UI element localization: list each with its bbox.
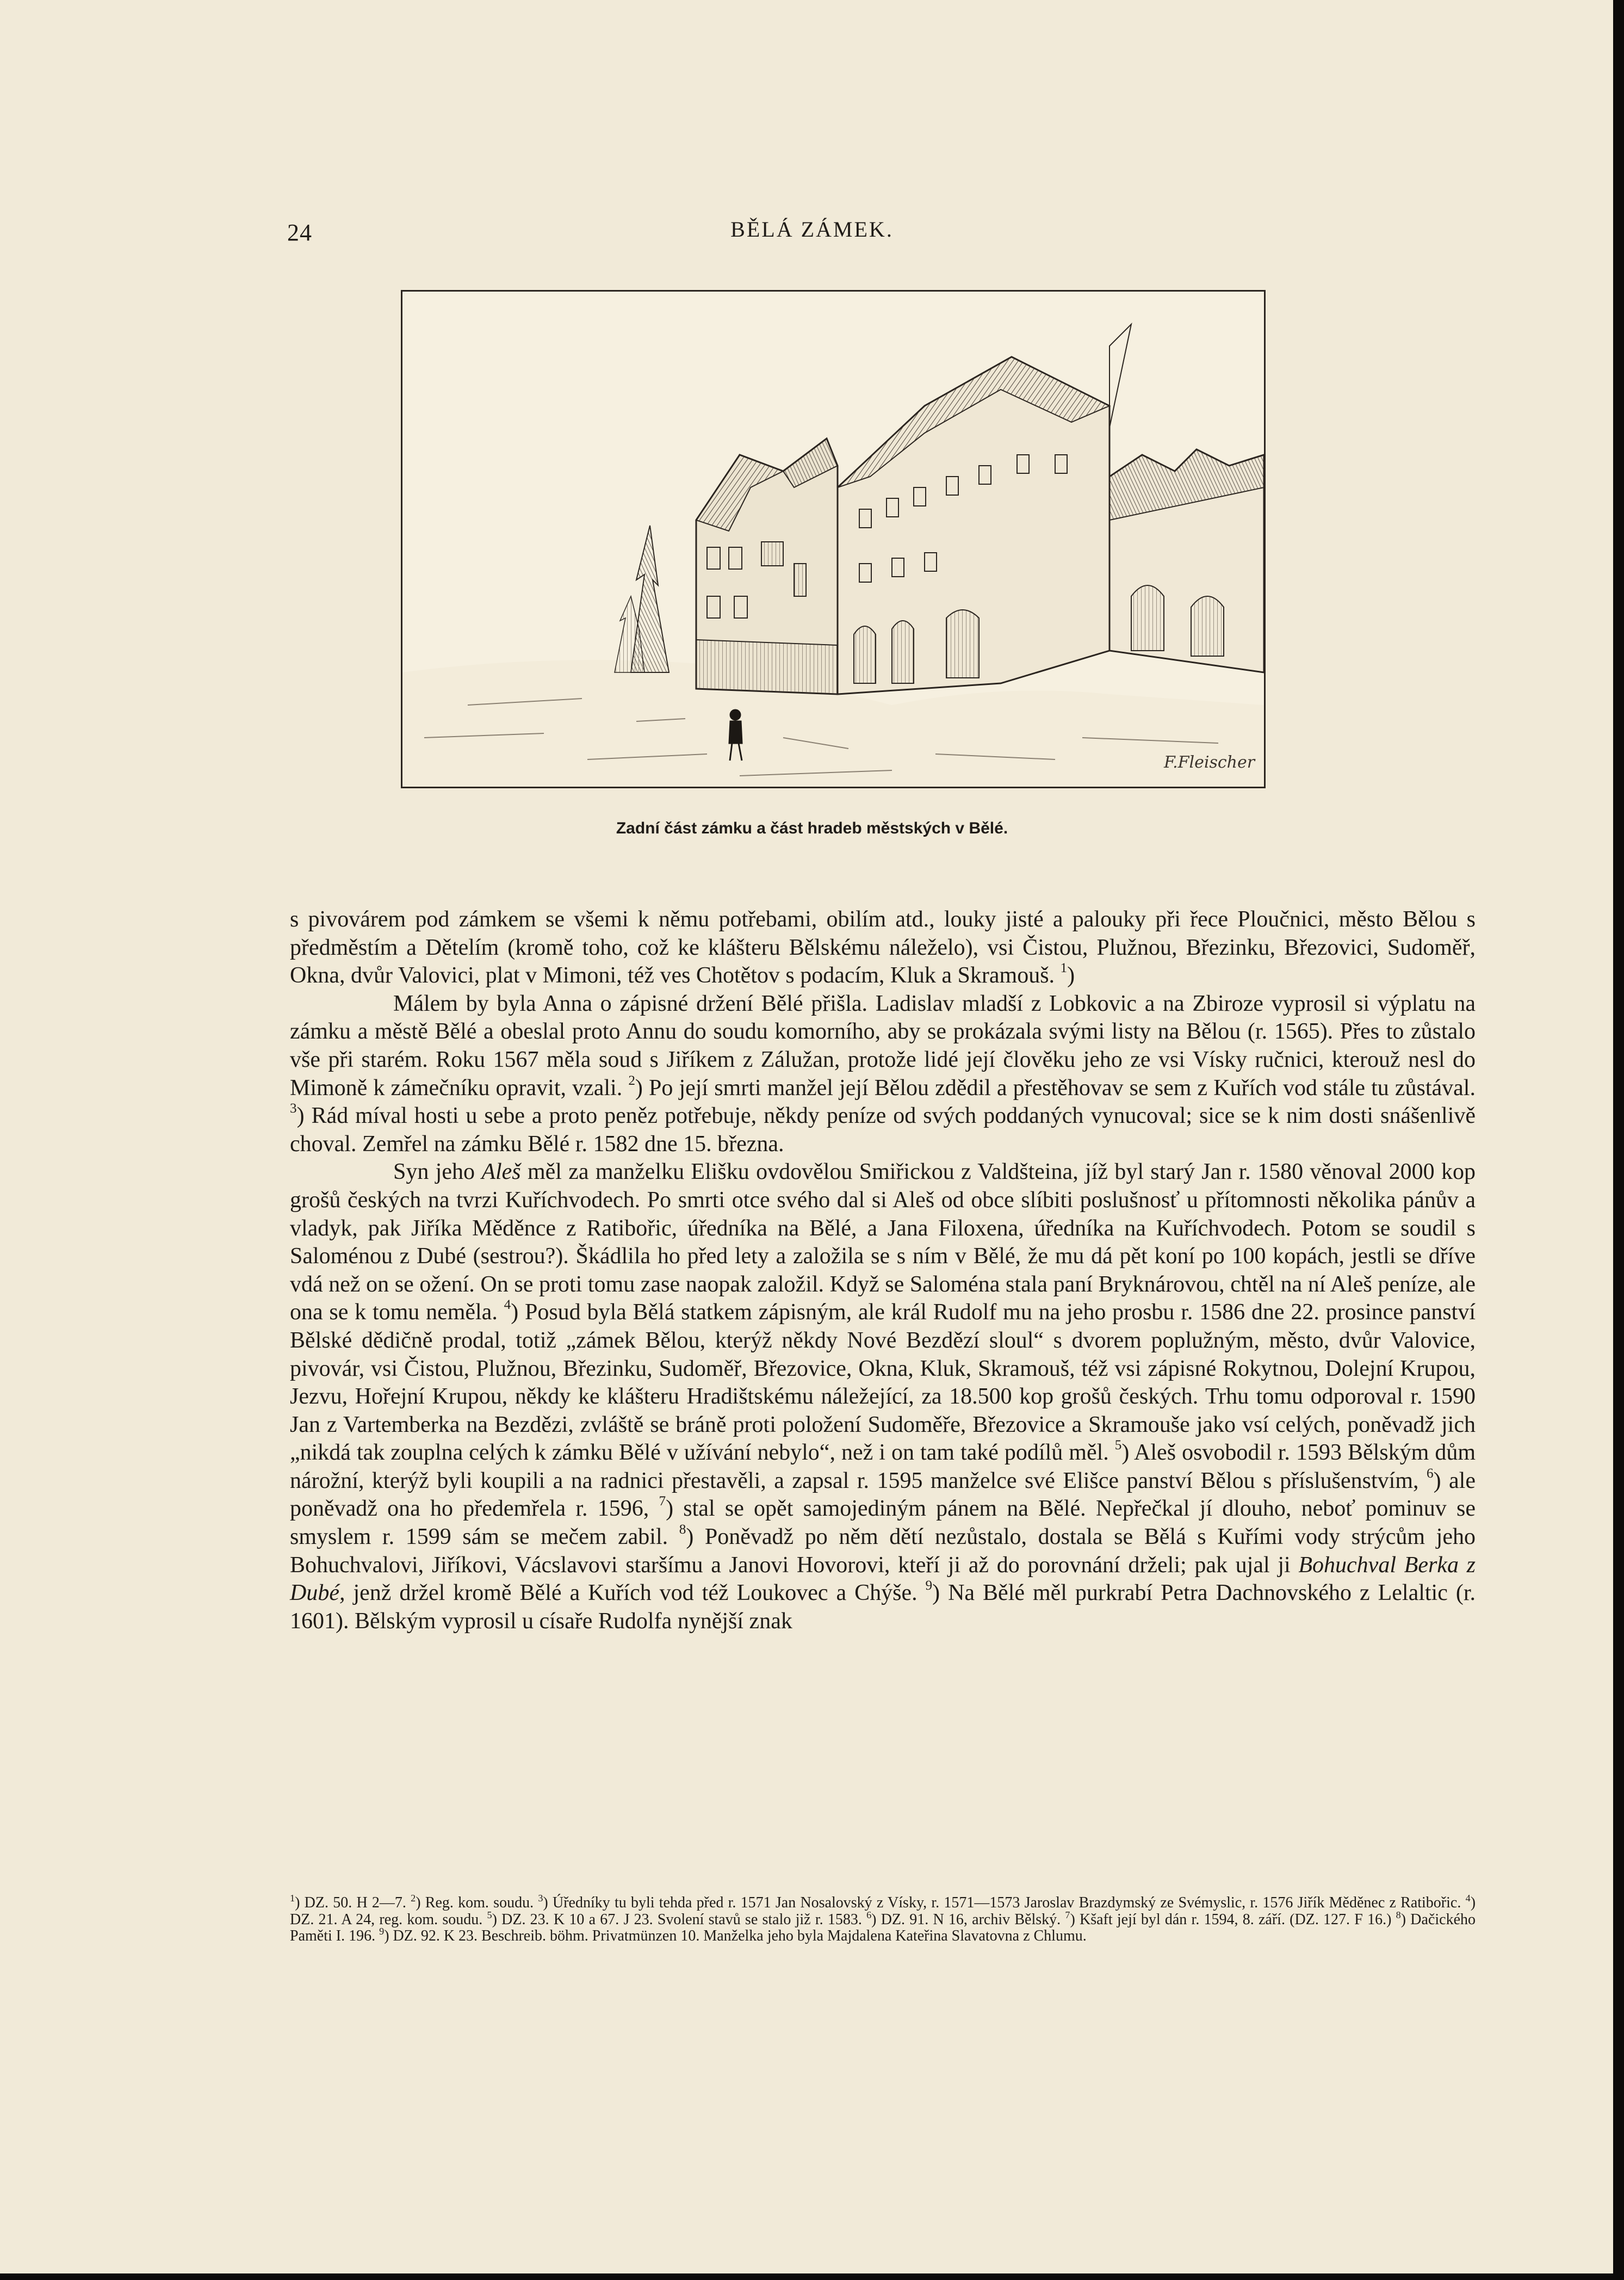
footnote-marker: 8 xyxy=(1396,1909,1401,1920)
text-run: ) DZ. 23. K 10 a 67. J 23. Svolení stavů se stalo již r. 1583. xyxy=(492,1911,867,1928)
page-number: 24 xyxy=(287,219,312,246)
italic-name: Bohuchval Berka z Dubé, xyxy=(290,1552,1476,1606)
text-run: ) Úředníky tu byli tehda před r. 1571 Jan Nosalovský z Vísky, r. 1571—1573 Jaroslav Brazdymský ze Svémyslic, r. 1576 Jiřík Měděnec z Ratibořic. xyxy=(543,1894,1466,1911)
footnote-marker: 7 xyxy=(1065,1909,1070,1920)
text-run: ) ale poněvadž ona ho předemřela r. 1596, xyxy=(290,1468,1476,1522)
text-run: ) Na Bělé měl purkrabí Petra Dachnovského z Lelaltic (r. 1601). Bělským vyprosil u císaře Rudolfa nynější znak xyxy=(290,1580,1476,1634)
footnote-marker: 3 xyxy=(290,1101,297,1116)
footnote-marker: 2 xyxy=(411,1893,416,1904)
footnotes xyxy=(290,1895,1476,1945)
italic-name: Aleš xyxy=(481,1159,521,1185)
footnote-marker: 5 xyxy=(1114,1438,1122,1453)
footnote-marker: 7 xyxy=(659,1494,666,1509)
footnote-marker: 6 xyxy=(1426,1466,1434,1481)
footnote-marker: 5 xyxy=(487,1909,492,1920)
paragraph xyxy=(290,906,1476,990)
running-head-title: BĚLÁ ZÁMEK. xyxy=(730,217,894,242)
footnote-marker: 2 xyxy=(628,1073,635,1088)
body-text xyxy=(290,906,1476,1635)
scan-edge-bottom xyxy=(0,2273,1624,2280)
text-run: Málem by byla Anna o zápisné držení Bělé přišla. Ladislav mladší z Lobkovic a na Zbiroze vyprosil si výplatu na zámku a městě Bělé a obeslal proto Annu do soudu komorního, aby se prokázala svými listy na Bělou (r. 1565). Přes to zůstalo vše při starém. Roku 1567 měla soud s Jiříkem z Zálužan, protože lidé její člověku jeho ze vsi Vísky ručnici, kterouž nesl do Mimoně k zámečníku opravit, vzali. xyxy=(290,991,1476,1101)
footnote-marker: 1 xyxy=(290,1893,295,1904)
castle-engraving xyxy=(402,292,1264,787)
text-run: měl za manželku Elišku ovdovělou Smiřickou z Valdšteina, jíž byl starý Jan r. 1580 věnoval 2000 kop grošů českých na tvrzi Kuříchvodech. Po smrti otce svého dal si Aleš od obce slíbiti poslušnosť u přítomnosti několika pánův a vladyk, pak Jiříka Měděnce z Ratibořic, úředníka na Bělé, a Jana Filoxena, úředníka na Kuříchvodech. Potom se soudil s Saloménou z Dubé (sestrou?). Škádlila ho před lety a založila se s ním v Bělé, že mu dá pět koní po 100 kopách, jestli se dříve vdá než on se ožení. On se proti tomu zase naopak založil. Když se Saloména stala paní Bryknárovou, chtěl na ní Aleš peníze, ale ona se k tomu neměla. xyxy=(290,1159,1476,1325)
castle-illustration xyxy=(401,290,1266,788)
text-run: ) Kšaft její byl dán r. 1594, 8. září. (DZ. 127. F 16.) xyxy=(1070,1911,1396,1928)
text-run: ) DZ. 21. A 24, reg. kom. soudu. xyxy=(290,1894,1476,1928)
text-run: ) stal se opět samojediným pánem na Bělé. Nepřečkal jí dlouho, neboť pominuv se smyslem r. 1599 sám se mečem zabil. xyxy=(290,1496,1476,1550)
text-run: ) DZ. 92. K 23. Beschreib. böhm. Privatmünzen 10. Manželka jeho byla Majdalena Kateřina Slavatovna z Chlumu. xyxy=(384,1927,1087,1944)
engraver-signature: F.Fleischer xyxy=(1164,753,1255,772)
text-run: ) Aleš osvobodil r. 1593 Bělským dům nárožní, kterýž byli koupili a na radnici přestavěli, a zapsal r. 1595 manželce své Elišce panství Bělou s příslušenstvím, xyxy=(290,1440,1476,1493)
text-run: ) Po její smrti manžel její Bělou zdědil a přestěhovav se sem z Kuřích vod stále tu zůstával. xyxy=(635,1075,1476,1101)
text-run: ) xyxy=(1067,963,1075,988)
text-run: jenž držel kromě Bělé a Kuřích vod též Loukovec a Chýše. xyxy=(345,1580,926,1606)
footnote-marker: 3 xyxy=(538,1893,543,1904)
footnote-marker: 8 xyxy=(679,1522,686,1537)
text-run: ) DZ. 50. H 2—7. xyxy=(295,1894,411,1911)
footnote-marker: 1 xyxy=(1060,961,1068,976)
paragraph xyxy=(290,1158,1476,1635)
text-run: ) Poněvadž po něm dětí nezůstalo, dostala se Bělá s Kuřími vody strýcům jeho Bohuchvalovi, Jiříkovi, Vácslavovi staršímu a Janovi Hovorovi, kteří ji až do porovnání drželi; pak ujal ji xyxy=(290,1524,1476,1578)
text-run: ) Posud byla Bělá statkem zápisným, ale král Rudolf mu na jeho prosbu r. 1586 dne 22. prosince panství Bělské dědičně prodal, totiž „zámek Bělou, kterýž někdy Nové Bezdězí sloul“ s dvorem poplužným, město, dvůr Valovice, pivovár, vsi Čistou, Plužnou, Březinku, Sudoměř, Březovice, Okna, Kluk, Skramouš, též vsi zápisné Rokytnou, Dolejní Krupou, Jezvu, Hořejní Krupou, někdy ke klášteru Hradištskému náležející, za 18.500 kop grošů českých. Trhu tomu odporoval r. 1590 Jan z Vartemberka na Bezdězi, zvláště se bráně proti položení Sudoměře, Březovice a Skramouše jako vsí celých, poněvadž jich „nikdá tak zouplna celých k zámku Bělé v užívání nebylo“, než i on tam také podílů měl. xyxy=(290,1300,1476,1466)
footnote-marker: 4 xyxy=(1465,1893,1471,1904)
footnote-marker: 9 xyxy=(925,1578,933,1593)
footnote-marker: 6 xyxy=(866,1909,872,1920)
footnote-marker: 9 xyxy=(379,1926,385,1937)
paragraph xyxy=(290,990,1476,1159)
text-run: ) Reg. kom. soudu. xyxy=(416,1894,538,1911)
footnote-marker: 4 xyxy=(504,1297,511,1313)
text-run: ) Rád míval hosti u sebe a proto peněz potřebuje, někdy peníze od svých poddaných vynucoval; sice se k nim dosti snášenlivě choval. Zemřel na zámku Bělé r. 1582 dne 15. března. xyxy=(290,1103,1476,1157)
text-run: ) DZ. 91. N 16, archiv Bělský. xyxy=(871,1911,1065,1928)
text-run: ) Dačického Paměti I. 196. xyxy=(290,1911,1476,1944)
text-run: Syn jeho xyxy=(393,1159,482,1185)
text-run: s pivovárem pod zámkem se všemi k němu potřebami, obilím atd., louky jisté a palouky při řece Ploučnici, město Bělou s předměstím a Dětelím (kromě toho, což ke klášteru Bělskému náleželo), vsi Čistou, Plužnou, Březinku, Březovici, Sudoměř, Okna, dvůr Valovici, plat v Mimoni, též ves Chotětov s podacím, Kluk a Skramouš. xyxy=(290,907,1476,988)
scan-edge-right xyxy=(1613,0,1624,2280)
figure-caption: Zadní část zámku a část hradeb městských v Bělé. xyxy=(616,819,1008,837)
